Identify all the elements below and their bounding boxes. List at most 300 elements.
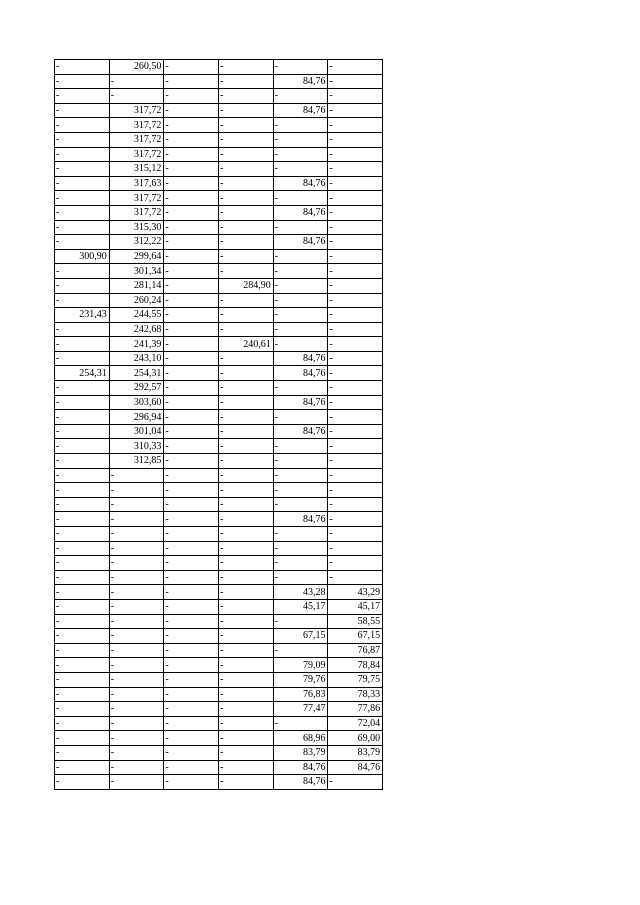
- table-cell: -: [109, 687, 164, 702]
- table-cell: -: [164, 687, 219, 702]
- table-cell: 296,94: [109, 410, 164, 425]
- table-cell: -: [273, 162, 328, 177]
- table-cell: 84,76: [273, 760, 328, 775]
- table-cell: -: [328, 483, 383, 498]
- table-cell: -: [328, 147, 383, 162]
- table-cell: -: [219, 351, 274, 366]
- table-cell: 292,57: [109, 381, 164, 396]
- table-cell: -: [109, 527, 164, 542]
- table-cell: 84,76: [273, 205, 328, 220]
- table-cell: -: [328, 249, 383, 264]
- table-cell: -: [219, 162, 274, 177]
- table-cell: 260,24: [109, 293, 164, 308]
- table-cell: -: [328, 293, 383, 308]
- table-cell: -: [109, 702, 164, 717]
- table-cell: -: [164, 483, 219, 498]
- table-cell: 79,09: [273, 658, 328, 673]
- table-cell: -: [273, 643, 328, 658]
- table-cell: -: [164, 643, 219, 658]
- table-cell: 84,76: [273, 74, 328, 89]
- table-cell: -: [273, 381, 328, 396]
- table-cell: 281,14: [109, 278, 164, 293]
- table-cell: -: [164, 176, 219, 191]
- table-cell: -: [55, 351, 110, 366]
- table-cell: -: [219, 483, 274, 498]
- table-cell: -: [164, 760, 219, 775]
- table-row: [55, 278, 383, 293]
- table-cell: -: [164, 424, 219, 439]
- table-cell: 83,79: [273, 745, 328, 760]
- table-cell: -: [219, 760, 274, 775]
- table-cell: -: [273, 541, 328, 556]
- table-cell: -: [328, 439, 383, 454]
- table-cell: -: [219, 424, 274, 439]
- table-row: [55, 308, 383, 323]
- table-cell: -: [219, 731, 274, 746]
- table-cell: -: [328, 162, 383, 177]
- table-cell: -: [109, 745, 164, 760]
- table-cell: -: [273, 570, 328, 585]
- table-cell: -: [164, 249, 219, 264]
- table-cell: -: [109, 643, 164, 658]
- table-cell: -: [164, 103, 219, 118]
- table-cell: -: [164, 599, 219, 614]
- table-cell: -: [164, 512, 219, 527]
- table-cell: -: [55, 702, 110, 717]
- table-row: [55, 103, 383, 118]
- table-cell: -: [55, 235, 110, 250]
- table-cell: -: [109, 629, 164, 644]
- table-row: [55, 351, 383, 366]
- table-cell: -: [219, 89, 274, 104]
- table-cell: -: [164, 381, 219, 396]
- table-cell: 242,68: [109, 322, 164, 337]
- table-cell: -: [109, 74, 164, 89]
- table-cell: -: [164, 264, 219, 279]
- table-row: [55, 702, 383, 717]
- table-cell: -: [219, 599, 274, 614]
- table-cell: -: [55, 205, 110, 220]
- table-row: [55, 527, 383, 542]
- table-row: [55, 118, 383, 133]
- table-cell: -: [55, 410, 110, 425]
- table-cell: 67,15: [273, 629, 328, 644]
- table-cell: -: [55, 687, 110, 702]
- table-cell: -: [55, 454, 110, 469]
- table-row: [55, 483, 383, 498]
- table-cell: 77,86: [328, 702, 383, 717]
- table-cell: 312,85: [109, 454, 164, 469]
- table-cell: -: [219, 672, 274, 687]
- table-cell: -: [55, 322, 110, 337]
- table-cell: 58,55: [328, 614, 383, 629]
- table-cell: -: [219, 527, 274, 542]
- table-cell: -: [55, 629, 110, 644]
- table-row: [55, 322, 383, 337]
- table-cell: -: [164, 235, 219, 250]
- table-cell: -: [109, 541, 164, 556]
- table-row: [55, 162, 383, 177]
- table-row: [55, 220, 383, 235]
- table-row: [55, 658, 383, 673]
- table-cell: -: [164, 716, 219, 731]
- table-cell: 315,30: [109, 220, 164, 235]
- table-cell: -: [109, 731, 164, 746]
- table-row: [55, 585, 383, 600]
- table-cell: -: [273, 264, 328, 279]
- table-cell: -: [273, 322, 328, 337]
- table-row: [55, 205, 383, 220]
- table-cell: 317,72: [109, 103, 164, 118]
- table-cell: -: [328, 60, 383, 75]
- table-cell: 254,31: [109, 366, 164, 381]
- table-cell: -: [109, 614, 164, 629]
- table-cell: -: [164, 162, 219, 177]
- table-cell: -: [328, 205, 383, 220]
- table-cell: -: [219, 220, 274, 235]
- table-cell: -: [273, 556, 328, 571]
- table-row: [55, 629, 383, 644]
- table-cell: -: [55, 585, 110, 600]
- table-cell: -: [164, 775, 219, 790]
- table-cell: -: [273, 454, 328, 469]
- table-cell: -: [109, 658, 164, 673]
- table-cell: -: [164, 658, 219, 673]
- table-cell: 45,17: [328, 599, 383, 614]
- table-cell: -: [55, 599, 110, 614]
- table-row: [55, 643, 383, 658]
- table-cell: 317,72: [109, 132, 164, 147]
- table-cell: -: [273, 89, 328, 104]
- table-cell: -: [164, 322, 219, 337]
- table-cell: 254,31: [55, 366, 110, 381]
- table-cell: -: [273, 483, 328, 498]
- table-cell: -: [273, 132, 328, 147]
- table-cell: -: [164, 527, 219, 542]
- table-cell: -: [273, 439, 328, 454]
- table-row: [55, 672, 383, 687]
- table-cell: -: [328, 89, 383, 104]
- table-cell: -: [55, 527, 110, 542]
- table-cell: -: [219, 205, 274, 220]
- table-cell: -: [219, 103, 274, 118]
- table-cell: -: [219, 410, 274, 425]
- table-cell: 317,72: [109, 205, 164, 220]
- table-cell: 84,76: [273, 512, 328, 527]
- table-cell: -: [164, 337, 219, 352]
- table-cell: -: [328, 468, 383, 483]
- table-cell: -: [219, 60, 274, 75]
- table-cell: -: [273, 147, 328, 162]
- table-cell: -: [164, 60, 219, 75]
- table-row: [55, 439, 383, 454]
- table-row: [55, 74, 383, 89]
- table-cell: 72,04: [328, 716, 383, 731]
- table-cell: -: [219, 497, 274, 512]
- table-cell: -: [55, 89, 110, 104]
- table-cell: -: [55, 775, 110, 790]
- table-cell: -: [55, 731, 110, 746]
- table-cell: 301,34: [109, 264, 164, 279]
- table-cell: -: [164, 293, 219, 308]
- table-row: [55, 468, 383, 483]
- table-cell: -: [219, 395, 274, 410]
- table-cell: -: [164, 614, 219, 629]
- table-cell: -: [328, 454, 383, 469]
- table-cell: 76,83: [273, 687, 328, 702]
- table-cell: -: [219, 468, 274, 483]
- table-cell: -: [164, 118, 219, 133]
- table-cell: 79,75: [328, 672, 383, 687]
- table-cell: 310,33: [109, 439, 164, 454]
- table-row: [55, 599, 383, 614]
- table-cell: -: [219, 775, 274, 790]
- table-cell: -: [328, 395, 383, 410]
- table-cell: -: [109, 599, 164, 614]
- table-row: [55, 760, 383, 775]
- table-cell: -: [273, 468, 328, 483]
- table-cell: -: [55, 60, 110, 75]
- table-cell: -: [219, 176, 274, 191]
- table-row: [55, 191, 383, 206]
- table-cell: -: [273, 220, 328, 235]
- table-row: [55, 745, 383, 760]
- table-cell: -: [273, 60, 328, 75]
- table-cell: -: [164, 191, 219, 206]
- table-row: [55, 395, 383, 410]
- table-cell: 317,63: [109, 176, 164, 191]
- table-cell: -: [164, 410, 219, 425]
- table-cell: -: [55, 672, 110, 687]
- table-cell: 260,50: [109, 60, 164, 75]
- table-cell: -: [164, 278, 219, 293]
- table-cell: -: [164, 351, 219, 366]
- table-cell: -: [219, 322, 274, 337]
- table-cell: -: [55, 745, 110, 760]
- table-cell: -: [164, 629, 219, 644]
- table-row: [55, 556, 383, 571]
- table-cell: -: [55, 468, 110, 483]
- table-cell: -: [55, 541, 110, 556]
- table-cell: 77,47: [273, 702, 328, 717]
- table-cell: -: [328, 556, 383, 571]
- table-cell: -: [55, 162, 110, 177]
- table-row: [55, 147, 383, 162]
- table-cell: 317,72: [109, 118, 164, 133]
- table-row: [55, 337, 383, 352]
- table-cell: 300,90: [55, 249, 110, 264]
- table-cell: -: [55, 483, 110, 498]
- table-row: [55, 235, 383, 250]
- table-cell: -: [219, 366, 274, 381]
- table-cell: -: [55, 658, 110, 673]
- data-table: [54, 59, 383, 790]
- table-cell: -: [328, 103, 383, 118]
- table-row: [55, 512, 383, 527]
- table-cell: -: [219, 512, 274, 527]
- table-cell: -: [219, 629, 274, 644]
- table-row: [55, 293, 383, 308]
- table-cell: -: [219, 454, 274, 469]
- table-row: [55, 264, 383, 279]
- table-cell: -: [55, 337, 110, 352]
- table-cell: -: [219, 249, 274, 264]
- table-cell: -: [328, 308, 383, 323]
- table-cell: -: [219, 687, 274, 702]
- table-cell: -: [109, 556, 164, 571]
- table-cell: -: [55, 439, 110, 454]
- table-cell: -: [328, 527, 383, 542]
- table-cell: -: [55, 176, 110, 191]
- table-cell: 84,76: [273, 176, 328, 191]
- table-cell: 315,12: [109, 162, 164, 177]
- table-cell: 43,29: [328, 585, 383, 600]
- table-cell: -: [219, 716, 274, 731]
- table-cell: -: [164, 468, 219, 483]
- table-cell: -: [273, 249, 328, 264]
- table-row: [55, 424, 383, 439]
- table-cell: -: [109, 468, 164, 483]
- table-cell: -: [55, 278, 110, 293]
- table-cell: -: [164, 147, 219, 162]
- table-cell: -: [164, 570, 219, 585]
- table-row: [55, 381, 383, 396]
- table-cell: -: [328, 424, 383, 439]
- table-cell: -: [219, 614, 274, 629]
- table-cell: -: [55, 614, 110, 629]
- table-cell: -: [55, 147, 110, 162]
- table-cell: -: [55, 191, 110, 206]
- table-cell: -: [164, 702, 219, 717]
- table-cell: 84,76: [273, 775, 328, 790]
- table-cell: -: [328, 512, 383, 527]
- table-cell: -: [328, 191, 383, 206]
- table-cell: 241,39: [109, 337, 164, 352]
- table-cell: 84,76: [273, 103, 328, 118]
- table-row: [55, 176, 383, 191]
- table-cell: -: [328, 570, 383, 585]
- table-row: [55, 410, 383, 425]
- table-cell: -: [219, 293, 274, 308]
- table-cell: -: [273, 410, 328, 425]
- table-cell: -: [219, 439, 274, 454]
- table-cell: 84,76: [273, 235, 328, 250]
- table-cell: -: [55, 716, 110, 731]
- table-cell: -: [273, 191, 328, 206]
- table-cell: -: [328, 220, 383, 235]
- table-cell: 317,72: [109, 191, 164, 206]
- table-cell: 84,76: [273, 351, 328, 366]
- table-cell: 244,55: [109, 308, 164, 323]
- table-cell: -: [273, 614, 328, 629]
- table-cell: -: [164, 395, 219, 410]
- table-cell: -: [328, 366, 383, 381]
- table-cell: -: [328, 264, 383, 279]
- table-cell: -: [109, 672, 164, 687]
- table-cell: -: [109, 585, 164, 600]
- table-cell: -: [328, 775, 383, 790]
- table-row: [55, 454, 383, 469]
- table-cell: -: [328, 278, 383, 293]
- table-cell: -: [328, 337, 383, 352]
- table-cell: -: [219, 585, 274, 600]
- table-cell: -: [219, 264, 274, 279]
- table-cell: 231,43: [55, 308, 110, 323]
- table-cell: 68,96: [273, 731, 328, 746]
- table-cell: -: [164, 556, 219, 571]
- table-cell: -: [164, 74, 219, 89]
- table-cell: -: [219, 118, 274, 133]
- table-cell: -: [219, 702, 274, 717]
- table-cell: -: [164, 745, 219, 760]
- table-cell: -: [219, 74, 274, 89]
- table-cell: -: [219, 235, 274, 250]
- table-cell: -: [273, 527, 328, 542]
- table-cell: -: [328, 118, 383, 133]
- table-cell: -: [55, 424, 110, 439]
- table-cell: -: [219, 147, 274, 162]
- table-cell: -: [109, 89, 164, 104]
- table-cell: -: [55, 118, 110, 133]
- table-cell: -: [219, 745, 274, 760]
- table-cell: -: [164, 541, 219, 556]
- table-cell: 43,28: [273, 585, 328, 600]
- table-cell: -: [219, 308, 274, 323]
- table-cell: -: [219, 570, 274, 585]
- table-cell: -: [55, 103, 110, 118]
- table-cell: -: [55, 395, 110, 410]
- table-cell: -: [219, 132, 274, 147]
- table-row: [55, 60, 383, 75]
- table-cell: -: [273, 497, 328, 512]
- table-cell: -: [55, 381, 110, 396]
- table-cell: -: [328, 74, 383, 89]
- table-row: [55, 687, 383, 702]
- table-cell: 303,60: [109, 395, 164, 410]
- table-cell: -: [273, 308, 328, 323]
- table-row: [55, 541, 383, 556]
- table-cell: 317,72: [109, 147, 164, 162]
- table-cell: -: [328, 410, 383, 425]
- table-cell: -: [164, 89, 219, 104]
- table-cell: 299,64: [109, 249, 164, 264]
- table-cell: -: [164, 308, 219, 323]
- table-cell: -: [219, 556, 274, 571]
- table-cell: -: [328, 176, 383, 191]
- table-cell: 84,76: [273, 395, 328, 410]
- table-row: [55, 731, 383, 746]
- table-cell: 76,87: [328, 643, 383, 658]
- table-cell: -: [328, 322, 383, 337]
- table-cell: 69,00: [328, 731, 383, 746]
- table-cell: 243,10: [109, 351, 164, 366]
- table-cell: -: [219, 191, 274, 206]
- table-cell: -: [55, 132, 110, 147]
- table-cell: -: [109, 760, 164, 775]
- table-row: [55, 497, 383, 512]
- table-cell: -: [109, 570, 164, 585]
- table-row: [55, 366, 383, 381]
- table-cell: -: [164, 366, 219, 381]
- table-cell: 240,61: [219, 337, 274, 352]
- table-cell: -: [109, 716, 164, 731]
- table-cell: -: [328, 497, 383, 512]
- table-row: [55, 570, 383, 585]
- table-cell: -: [328, 351, 383, 366]
- table-cell: -: [273, 278, 328, 293]
- table-cell: -: [164, 132, 219, 147]
- table-cell: 84,76: [273, 424, 328, 439]
